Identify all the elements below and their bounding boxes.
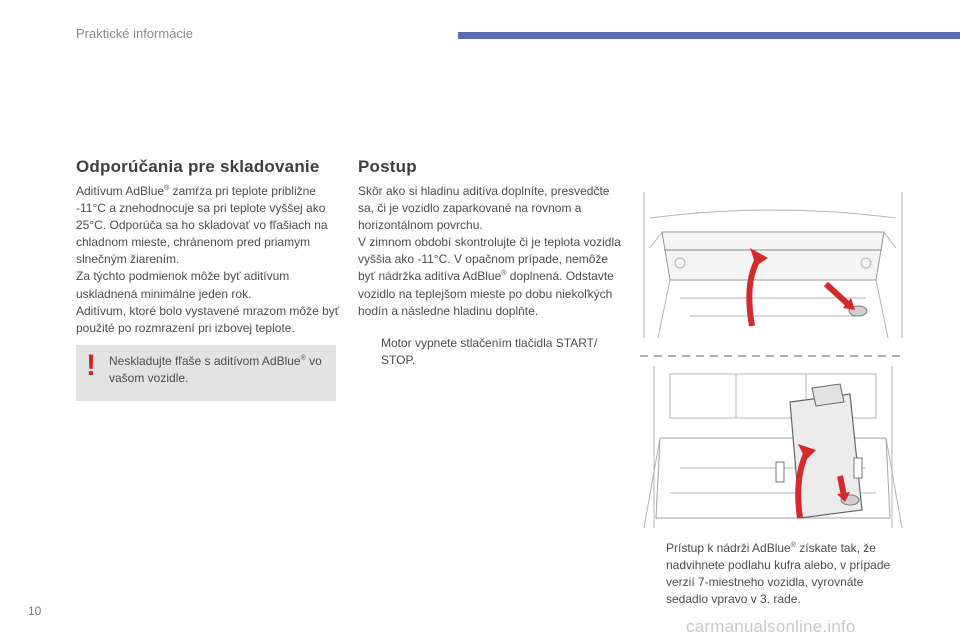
header-accent-bar [458, 32, 960, 39]
trunk-illustration [640, 188, 906, 534]
bullet-tank-access [643, 540, 905, 608]
bullet-text: Prístup k nádrži AdBlue® získate tak, že nadvihnete podlahu kufra alebo, v prípade verzií 7-miestneho vozidla, vyrovnáte sedadlo vpravo v 3. rade. [666, 541, 891, 606]
storage-paragraph-3: Aditívum, ktoré bolo vystavené mrazom môže byť použité po rozmrazení pri izbovej teplote. [76, 303, 340, 335]
warning-text: Neskladujte fľaše s aditívom AdBlue® vo vašom vozidle. [109, 354, 322, 385]
warning-box [76, 345, 336, 401]
storage-text [76, 183, 340, 337]
section-title: Praktické informácie [76, 26, 194, 41]
procedure-heading: Postup [358, 157, 417, 176]
procedure-paragraph-2: V zimnom období skontrolujte či je teplota vozidla vyššia ako -11°C. V opačnom prípade, nemôže byť nádržka aditíva AdBlue® doplnená. Odstavte vozidlo na teplejšom mieste po dobu niekoľkých hodín a následne hladinu doplňte. [358, 235, 621, 318]
storage-paragraph-1: Aditívum AdBlue® zamŕza pri teplote približne -11°C a znehodnocuje sa pri teplote vyššej ako 25°C. Odporúča sa ho skladovať vo fľašiach na chladnom mieste, chránenom pred priamym slnečným žiarením. [76, 184, 328, 267]
exclamation-icon: ! [86, 349, 96, 382]
bullet-engine-off [358, 335, 620, 375]
procedure-paragraph-1: Skôr ako si hladinu aditíva doplníte, presvedčte sa, či je vozidlo zaparkované na rovnom a horizontálnom povrchu. [358, 184, 610, 233]
storage-paragraph-2: Za týchto podmienok môže byť aditívum uskladnená minimálne jeden rok. [76, 269, 290, 301]
bullet-text: Motor vypnete stlačením tlačidla START/ STOP. [381, 336, 598, 367]
watermark: carmanualsonline.info [686, 617, 856, 636]
page-number: 10 [28, 604, 42, 618]
storage-heading: Odporúčania pre skladovanie [76, 157, 320, 176]
procedure-text [358, 183, 626, 320]
